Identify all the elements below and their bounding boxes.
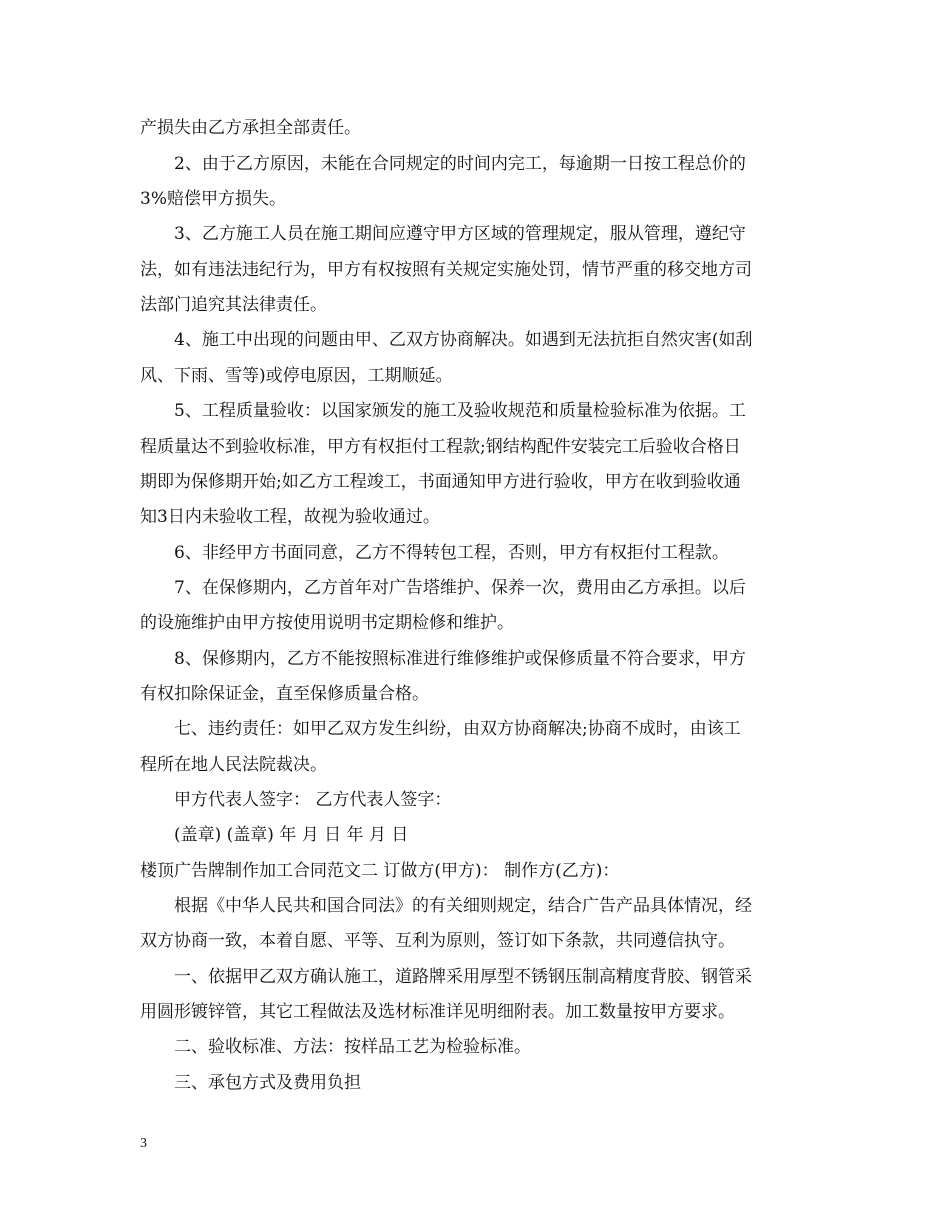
text-line: 知3日内未验收工程，故视为验收通过。 [140,507,440,527]
text-line: 三、承包方式及费用负担 [174,1073,361,1093]
text-line: 一、依据甲乙双方确认施工，道路牌采用厚型不锈钢压制高精度背胶、钢管采 [174,967,752,987]
text-line: 3%赔偿甲方损失。 [140,189,286,209]
text-line: 法部门追究其法律责任。 [140,295,327,315]
text-line: 产损失由乙方承担全部责任。 [140,118,361,138]
text-line: 双方协商一致，本着自愿、平等、互利为原则，签订如下条款，共同遵信执守。 [140,931,735,951]
signature-line: 甲方代表人签字： 乙方代表人签字： [174,790,452,810]
seal-date-line: (盖章) (盖章) 年 月 日 年 月 日 [174,825,409,845]
text-line: 3、乙方施工人员在施工期间应遵守甲方区域的管理规定，服从管理，遵纪守 [174,224,746,244]
text-line: 6、非经甲方书面同意，乙方不得转包工程，否则，甲方有权拒付工程款。 [174,543,729,563]
text-line: 5、工程质量验收：以国家颁发的施工及验收规范和质量检验标准为依据。工 [174,401,746,421]
text-line: 2、由于乙方原因，未能在合同规定的时间内完工，每逾期一日按工程总价的 [174,154,746,174]
text-line: 根据《中华人民共和国合同法》的有关细则规定，结合广告产品具体情况，经 [174,896,752,916]
text-line: 用圆形镀锌管，其它工程做法及选材标准详见明细附表。加工数量按甲方要求。 [140,1002,735,1022]
text-line: 4、施工中出现的问题由甲、乙双方协商解决。如遇到无法抗拒自然灾害(如刮 [174,330,753,350]
text-line: 风、下雨、雪等)或停电原因，工期顺延。 [140,366,453,386]
text-line: 二、验收标准、方法：按样品工艺为检验标准。 [174,1037,531,1057]
text-line: 程质量达不到验收标准，甲方有权拒付工程款;钢结构配件安装完工后验收合格日 [140,437,741,457]
text-line: 程所在地人民法院裁决。 [140,755,327,775]
text-line: 七、违约责任：如甲乙双方发生纠纷，由双方协商解决;协商不成时，由该工 [174,719,741,739]
section-title: 楼顶广告牌制作加工合同范文二 订做方(甲方)： 制作方(乙方)： [140,861,620,881]
text-line: 7、在保修期内，乙方首年对广告塔维护、保养一次，费用由乙方承担。以后 [174,578,746,598]
text-line: 有权扣除保证金，直至保修质量合格。 [140,684,429,704]
text-line: 的设施维护由甲方按使用说明书定期检修和维护。 [140,613,514,633]
text-line: 期即为保修期开始;如乙方工程竣工，书面通知甲方进行验收，甲方在收到验收通 [140,472,741,492]
page-number: 3 [140,1136,147,1151]
text-line: 法，如有违法违纪行为，甲方有权按照有关规定实施处罚，情节严重的移交地方司 [140,260,752,280]
text-line: 8、保修期内，乙方不能按照标准进行维修维护或保修质量不符合要求，甲方 [174,649,746,669]
